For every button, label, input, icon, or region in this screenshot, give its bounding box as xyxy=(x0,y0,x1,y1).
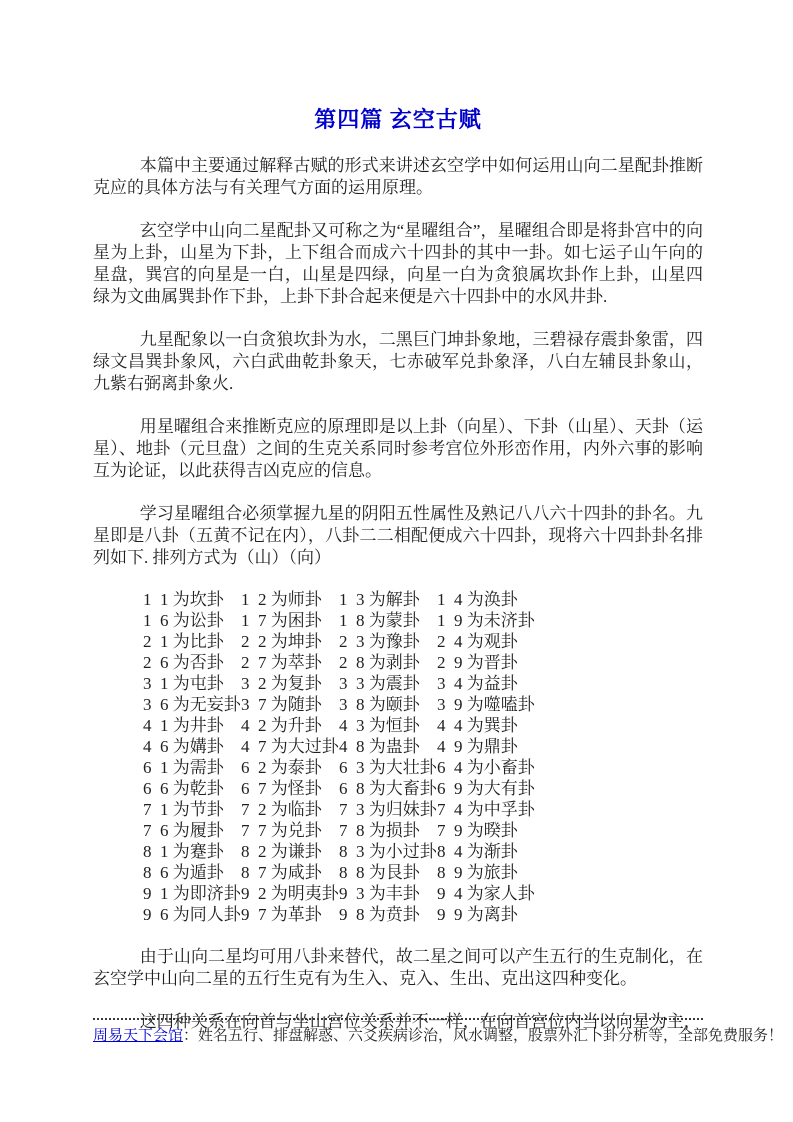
table-cell: 1 6 为讼卦 xyxy=(143,611,224,630)
table-cell: 4 8 为蛊卦 xyxy=(339,737,420,756)
table-cell: 8 9 为旅卦 xyxy=(437,863,518,882)
table-cell: 3 7 为随卦 xyxy=(241,695,322,714)
paragraph-four-relations: 这四种关系在向首与坐山宫位关系并不一样，在向首宫位内当以向星为主， xyxy=(139,1012,701,1031)
table-cell: 2 9 为晋卦 xyxy=(437,653,518,672)
table-row xyxy=(143,862,703,883)
table-cell: 1 3 为解卦 xyxy=(339,590,420,609)
table-row xyxy=(143,673,703,694)
table-cell: 3 1 为屯卦 xyxy=(143,674,224,693)
paragraph-five-elements: 由于山向二星均可用八卦来替代，故二星之间可以产生五行的生克制化，在玄空学中山向二星的五行生克有为生入、克入、生出、克出这四种变化。 xyxy=(93,947,703,988)
table-cell: 8 7 为咸卦 xyxy=(241,863,322,882)
table-cell: 8 2 为谦卦 xyxy=(241,842,322,861)
table-cell: 4 2 为升卦 xyxy=(241,716,322,735)
table-cell: 7 2 为临卦 xyxy=(241,800,322,819)
table-cell: 7 9 为暌卦 xyxy=(437,821,518,840)
table-cell: 4 7 为大过卦 xyxy=(241,737,339,756)
table-cell: 9 7 为革卦 xyxy=(241,905,322,924)
table-cell: 8 1 为蹇卦 xyxy=(143,842,224,861)
table-cell: 2 4 为观卦 xyxy=(437,632,518,651)
table-cell: 2 8 为剥卦 xyxy=(339,653,420,672)
table-cell: 9 8 为贲卦 xyxy=(339,905,420,924)
table-cell: 7 3 为归妹卦 xyxy=(339,800,437,819)
footer-divider xyxy=(93,1018,703,1020)
page-title: 第四篇 玄空古赋 xyxy=(314,107,482,132)
table-cell: 1 2 为师卦 xyxy=(241,590,322,609)
table-cell: 4 4 为巽卦 xyxy=(437,716,518,735)
table-cell: 8 8 为艮卦 xyxy=(339,863,420,882)
table-cell: 4 1 为井卦 xyxy=(143,716,224,735)
table-cell: 2 3 为豫卦 xyxy=(339,632,420,651)
table-cell: 6 1 为需卦 xyxy=(143,758,224,777)
table-cell: 6 3 为大壮卦 xyxy=(339,758,437,777)
table-cell: 6 8 为大畜卦 xyxy=(339,779,437,798)
paragraph-learning-requirements: 学习星曜组合必须掌握九星的阴阳五性属性及熟记八八六十四卦的卦名。九星即是八卦（五黄不记在内），八卦二二相配便成六十四卦，现将六十四卦卦名排列如下. 排列方式为（山）（向） xyxy=(93,504,703,567)
footer-link[interactable]: 周易天下会馆 xyxy=(93,1028,184,1044)
table-row xyxy=(143,589,703,610)
table-cell: 7 6 为履卦 xyxy=(143,821,224,840)
table-cell: 1 8 为蒙卦 xyxy=(339,611,420,630)
table-cell: 9 3 为丰卦 xyxy=(339,884,420,903)
table-row xyxy=(143,883,703,904)
table-cell: 3 9 为噬嗑卦 xyxy=(437,695,535,714)
table-cell: 4 6 为媾卦 xyxy=(143,737,224,756)
table-row xyxy=(143,610,703,631)
table-row xyxy=(143,736,703,757)
table-row xyxy=(143,631,703,652)
table-row xyxy=(143,694,703,715)
table-row xyxy=(143,820,703,841)
table-row xyxy=(143,715,703,736)
table-cell: 2 6 为否卦 xyxy=(143,653,224,672)
footer-description: ：姓名五行、排盘解惑、六爻疾病诊治，风水调整，股票外汇卜卦分析等，全部免费服务！ xyxy=(183,1028,784,1044)
table-cell: 6 6 为乾卦 xyxy=(143,779,224,798)
table-cell: 7 1 为节卦 xyxy=(143,800,224,819)
kua-table xyxy=(93,589,703,925)
table-cell: 1 1 为坎卦 xyxy=(143,590,224,609)
table-cell: 2 2 为坤卦 xyxy=(241,632,322,651)
table-row xyxy=(143,778,703,799)
table-row xyxy=(143,757,703,778)
table-cell: 3 6 为无妄卦 xyxy=(143,695,241,714)
table-cell: 4 9 为鼎卦 xyxy=(437,737,518,756)
table-row xyxy=(143,799,703,820)
table-cell: 6 7 为怪卦 xyxy=(241,779,322,798)
table-row xyxy=(143,652,703,673)
paragraph-intro: 本篇中主要通过解释古赋的形式来讲述玄空学中如何运用山向二星配卦推断克应的具体方法与有关理气方面的运用原理。 xyxy=(93,156,703,197)
table-cell: 9 2 为明夷卦 xyxy=(241,884,339,903)
table-cell: 1 9 为未济卦 xyxy=(437,611,535,630)
table-cell: 2 7 为萃卦 xyxy=(241,653,322,672)
table-cell: 9 6 为同人卦 xyxy=(143,905,241,924)
table-cell: 6 2 为泰卦 xyxy=(241,758,322,777)
table-cell: 7 8 为损卦 xyxy=(339,821,420,840)
table-cell: 1 7 为困卦 xyxy=(241,611,322,630)
table-cell: 9 9 为离卦 xyxy=(437,905,518,924)
table-cell: 2 1 为比卦 xyxy=(143,632,224,651)
paragraph-star-combination: 玄空学中山向二星配卦又可称之为“星曜组合”，星曜组合即是将卦宫中的向星为上卦，山星为下卦，上下组合而成六十四卦的其中一卦。如七运子山午向的星盘，巽宫的向星是一白，山星是四绿，向星一白为贪狼属坎卦作上卦，山星四绿为文曲属巽卦作下卦，上卦下卦合起来便是六十四卦中的水风井卦. xyxy=(93,221,703,306)
table-cell: 4 3 为恒卦 xyxy=(339,716,420,735)
table-cell: 7 4 为中孚卦 xyxy=(437,800,535,819)
table-cell: 7 7 为兑卦 xyxy=(241,821,322,840)
table-cell: 9 1 为即济卦 xyxy=(143,884,241,903)
table-cell: 8 3 为小过卦 xyxy=(339,842,437,861)
table-cell: 3 3 为震卦 xyxy=(339,674,420,693)
table-cell: 1 4 为涣卦 xyxy=(437,590,518,609)
page-content xyxy=(93,103,703,1033)
page-footer xyxy=(93,1018,784,1046)
table-cell: 8 4 为渐卦 xyxy=(437,842,518,861)
footer-text xyxy=(93,1026,784,1046)
table-row xyxy=(143,904,703,925)
table-cell: 6 9 为大有卦 xyxy=(437,779,535,798)
table-cell: 3 2 为复卦 xyxy=(241,674,322,693)
table-cell: 8 6 为遁卦 xyxy=(143,863,224,882)
paragraph-nine-stars-imagery: 九星配象以一白贪狼坎卦为水，二黑巨门坤卦象地，三碧禄存震卦象雷，四绿文昌巽卦象风，六白武曲乾卦象天，七赤破军兑卦象泽，八白左辅艮卦象山，九紫右弼离卦象火. xyxy=(93,330,703,393)
table-cell: 6 4 为小畜卦 xyxy=(437,758,535,777)
table-row xyxy=(143,841,703,862)
table-cell: 3 8 为颐卦 xyxy=(339,695,420,714)
table-cell: 9 4 为家人卦 xyxy=(437,884,535,903)
paragraph-deduction-principle: 用星曜组合来推断克应的原理即是以上卦（向星）、下卦（山星）、天卦（运星）、地卦（元旦盘）之间的生克关系同时参考宫位外形峦作用，内外六事的影响互为论证，以此获得吉凶克应的信息。 xyxy=(93,417,703,480)
table-cell: 3 4 为益卦 xyxy=(437,674,518,693)
